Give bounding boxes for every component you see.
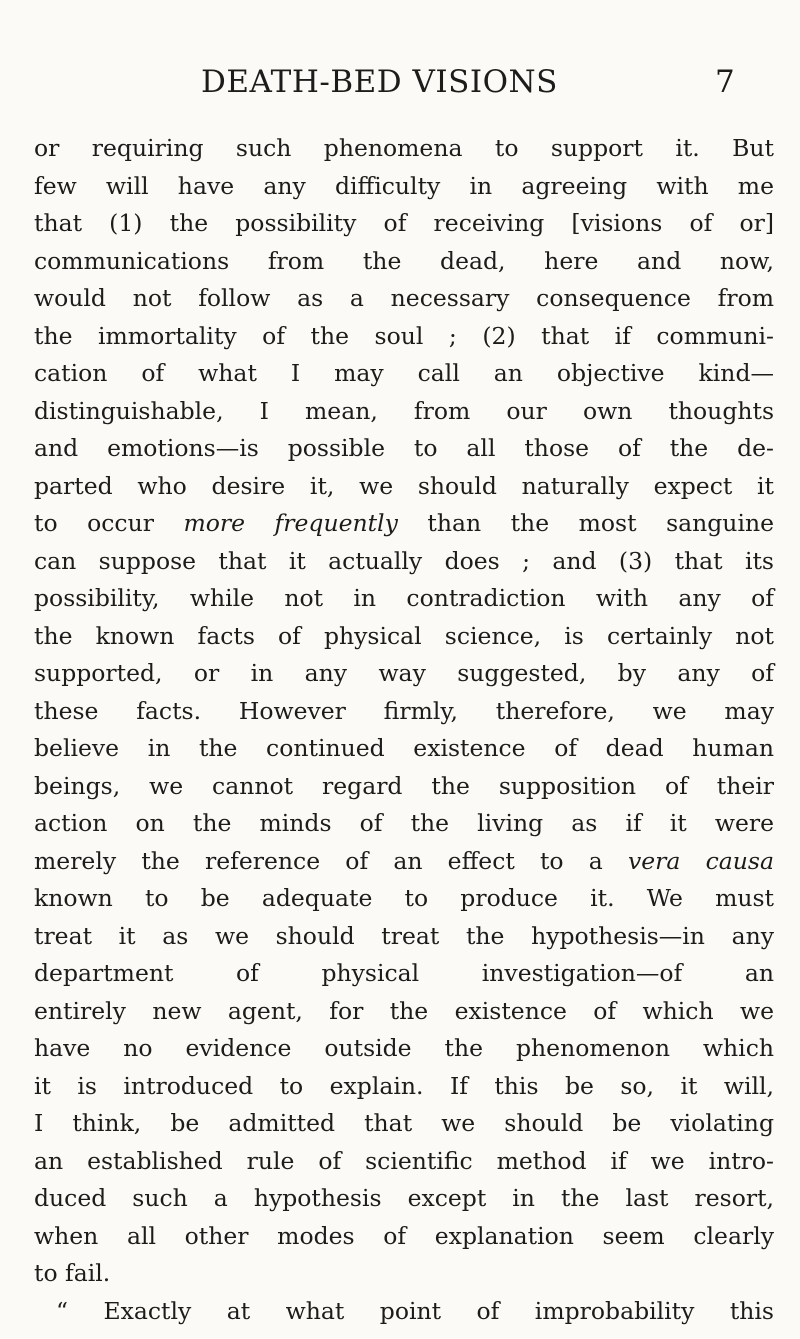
text-segment: department of physical investigation—of an [34, 959, 774, 987]
running-header [0, 62, 800, 102]
text-line [34, 993, 774, 1031]
text-segment: it is introduced to explain. If this be so, it will, [34, 1071, 774, 1100]
text-segment: distinguishable, I mean, from our own thoughts [34, 396, 774, 425]
text-line [34, 1293, 774, 1331]
text-line [34, 168, 774, 206]
text-segment: beings, we cannot regard the supposition of their [34, 771, 774, 800]
text-segment: would not follow as a necessary consequence from [34, 284, 774, 312]
text-segment: cation of what I may call an objective kind— [34, 359, 774, 387]
text-line [34, 580, 774, 618]
text-line [34, 393, 774, 431]
text-segment: believe in the continued existence of dead human [34, 734, 774, 762]
text-line [34, 243, 774, 281]
text-line [34, 543, 774, 581]
text-segment: the immortality of the soul ; (2) that if communi- [34, 321, 774, 350]
text-line [34, 318, 774, 356]
text-line [34, 655, 774, 693]
text-segment: communications from the dead, here and now, [34, 246, 774, 275]
body-text [34, 130, 774, 1330]
text-segment: entirely new agent, for the existence of which we [34, 996, 774, 1025]
text-line [34, 130, 774, 168]
text-line [34, 805, 774, 843]
text-line [34, 730, 774, 768]
text-segment: these facts. However firmly, therefore, we may [34, 696, 774, 725]
italic-text: more frequently [183, 509, 398, 537]
text-line [34, 280, 774, 318]
text-line [34, 430, 774, 468]
text-line [34, 355, 774, 393]
text-line [34, 1068, 774, 1106]
text-segment: to occur [34, 509, 184, 537]
text-segment: can suppose that it actually does ; and (3) that its [34, 546, 774, 575]
text-line [34, 843, 774, 881]
text-segment: and emotions—is possible to all those of the de- [34, 434, 774, 462]
text-segment: few will have any difficulty in agreeing with me [34, 171, 774, 200]
text-segment: to fail. [34, 1259, 111, 1287]
text-line [34, 1255, 774, 1293]
text-segment: when all other modes of explanation seem clearly [34, 1221, 774, 1250]
text-line [34, 1180, 774, 1218]
text-line [34, 880, 774, 918]
text-segment: have no evidence outside the phenomenon which [34, 1034, 774, 1062]
text-line [34, 918, 774, 956]
text-segment: I think, be admitted that we should be violating [34, 1109, 774, 1137]
text-segment: duced such a hypothesis except in the last resort, [34, 1184, 774, 1212]
text-segment: supported, or in any way suggested, by any of [34, 659, 774, 687]
text-segment: or requiring such phenomena to support it. But [34, 134, 774, 162]
text-line [34, 1143, 774, 1181]
text-segment: possibility, while not in contradiction with any of [34, 584, 774, 612]
text-line [34, 468, 774, 506]
text-line [34, 955, 774, 993]
text-line [34, 618, 774, 656]
text-segment: action on the minds of the living as if it were [34, 809, 774, 837]
text-line [34, 1218, 774, 1256]
text-line [34, 768, 774, 806]
text-line [34, 505, 774, 543]
page-number: 7 [715, 64, 735, 100]
text-segment: the known facts of physical science, is certainly not [34, 621, 774, 650]
text-segment: an established rule of scientific method if we intro- [34, 1146, 774, 1175]
text-segment: known to be adequate to produce it. We must [34, 884, 774, 912]
text-segment: that (1) the possibility of receiving [visions of or] [34, 209, 774, 237]
text-line [34, 1105, 774, 1143]
text-segment: merely the reference of an effect to a [34, 846, 628, 875]
text-segment: than the most sanguine [397, 509, 775, 537]
text-segment: parted who desire it, we should naturally expect it [34, 471, 774, 500]
italic-text: vera causa [628, 846, 775, 875]
text-line [34, 693, 774, 731]
text-segment: treat it as we should treat the hypothesis—in any [34, 921, 774, 950]
text-segment: “ Exactly at what point of improbability this [56, 1296, 774, 1325]
text-line [34, 205, 774, 243]
text-line [34, 1030, 774, 1068]
running-title: DEATH-BED VISIONS [201, 64, 558, 100]
